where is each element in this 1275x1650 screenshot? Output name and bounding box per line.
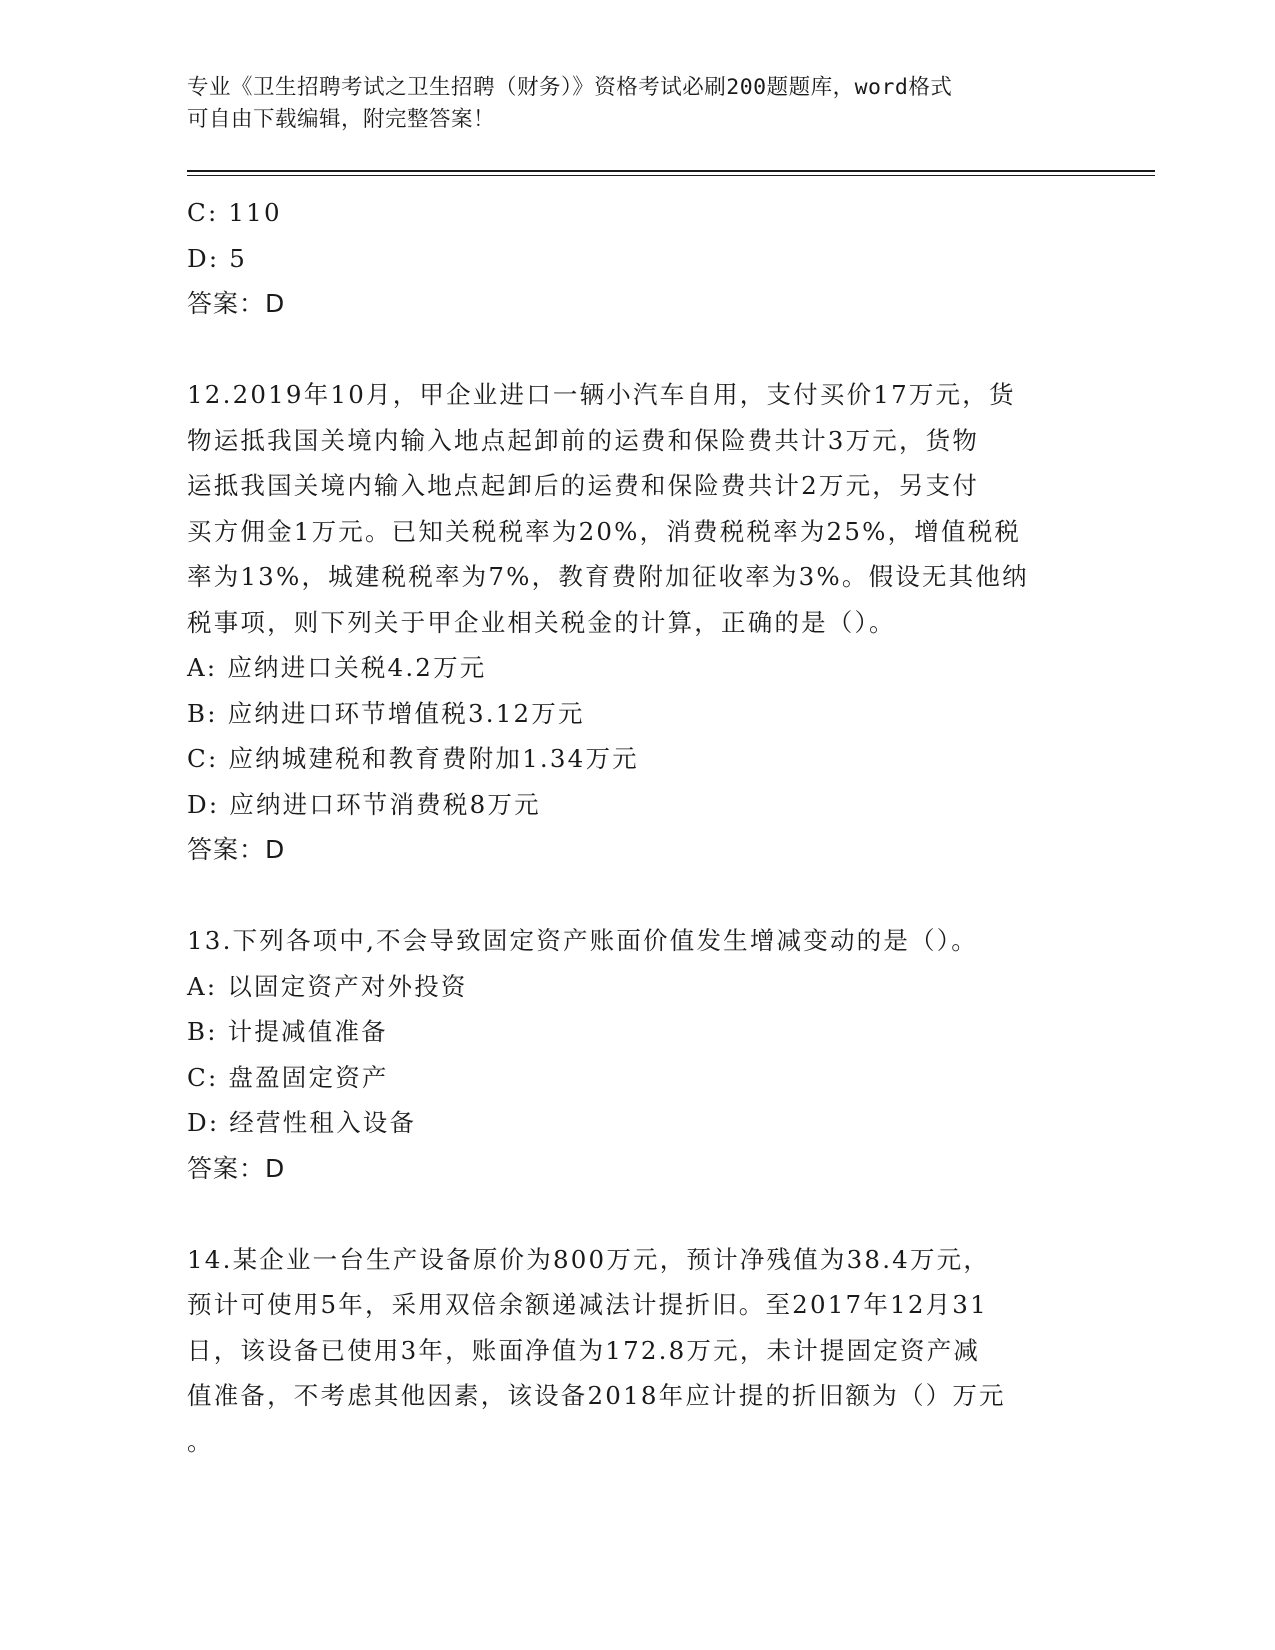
- header-line: 专业《卫生招聘考试之卫生招聘（财务）》资格考试必刷200题题库，word格式: [187, 75, 953, 100]
- option-a: A: 应纳进口关税4.2万元: [187, 653, 487, 682]
- question-13: [187, 918, 1087, 1191]
- question-text-line: 。: [187, 1426, 214, 1456]
- header-divider-top: [187, 170, 1155, 172]
- question-text-line: 买方佣金1万元。已知关税税率为20%，消费税税率为25%，增值税税: [187, 516, 1022, 546]
- question-text-line: 税事项，则下列关于甲企业相关税金的计算，正确的是（）。: [187, 607, 896, 637]
- option-c: C: 110: [187, 198, 282, 227]
- answer-line: 答案：D: [187, 1153, 286, 1183]
- option-c: C: 应纳城建税和教育费附加1.34万元: [187, 744, 639, 773]
- option-d: D: 5: [187, 243, 248, 273]
- option-b: B: 应纳进口环节增值税3.12万元: [187, 698, 585, 728]
- question-text-line: 率为13%，城建税税率为7%，教育费附加征收率为3%。假设无其他纳: [187, 562, 1029, 591]
- previous-question-tail: [187, 190, 1087, 327]
- option-d: D: 经营性租入设备: [187, 1108, 417, 1137]
- question-text-line: 值准备，不考虑其他因素，该设备2018年应计提的折旧额为（）万元: [187, 1381, 1006, 1410]
- question-12: [187, 372, 1087, 873]
- document-header: [187, 72, 1067, 136]
- answer-line: 答案：D: [187, 289, 286, 318]
- question-list: [187, 190, 1087, 1464]
- question-text-line: 日，该设备已使用3年，账面净值为172.8万元，未计提固定资产减: [187, 1335, 981, 1365]
- question-text-line: 14.某企业一台生产设备原价为800万元，预计净残值为38.4万元，: [187, 1244, 991, 1274]
- question-text-line: 12.2019年10月，甲企业进口一辆小汽车自用，支付买价17万元，货: [187, 380, 1016, 409]
- question-text-line: 13.下列各项中,不会导致固定资产账面价值发生增减变动的是（）。: [187, 926, 978, 955]
- question-14: [187, 1237, 1087, 1465]
- answer-line: 答案：D: [187, 835, 286, 864]
- option-c: C: 盘盈固定资产: [187, 1062, 389, 1092]
- question-text-line: 运抵我国关境内输入地点起卸后的运费和保险费共计2万元，另支付: [187, 471, 980, 500]
- question-text-line: 预计可使用5年，采用双倍余额递减法计提折旧。至2017年12月31: [187, 1290, 988, 1319]
- question-text-line: 物运抵我国关境内输入地点起卸前的运费和保险费共计3万元，货物: [187, 425, 980, 455]
- header-divider-bottom: [187, 175, 1155, 176]
- header-line: 可自由下载编辑，附完整答案！: [187, 107, 496, 132]
- option-b: B: 计提减值准备: [187, 1017, 388, 1046]
- option-a: A: 以固定资产对外投资: [187, 971, 468, 1001]
- option-d: D: 应纳进口环节消费税8万元: [187, 789, 541, 819]
